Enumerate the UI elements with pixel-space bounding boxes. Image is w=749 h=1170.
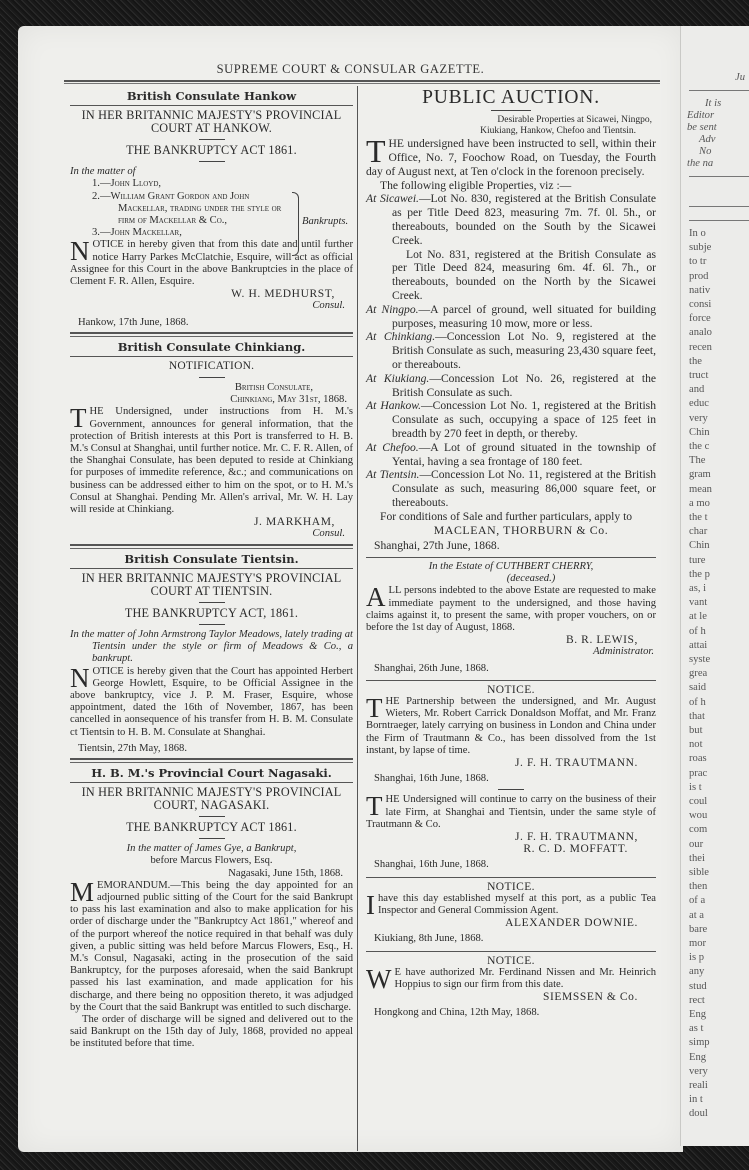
section-divider bbox=[366, 680, 656, 681]
estate-body bbox=[366, 582, 656, 634]
next-page-line: prac bbox=[689, 767, 708, 779]
next-page-line: very bbox=[689, 1065, 708, 1077]
next-page-line: Chin bbox=[689, 540, 710, 552]
drop-cap: N bbox=[70, 662, 90, 693]
next-page-line: that bbox=[689, 710, 705, 722]
chinkiang-notice bbox=[70, 337, 353, 541]
notice-heading: NOTICE. bbox=[487, 880, 535, 893]
hankow-notice bbox=[70, 86, 353, 329]
act-heading: THE BANKRUPTCY ACT, 1861. bbox=[124, 605, 299, 620]
next-page-line: The bbox=[689, 455, 706, 467]
signatory: J. F. H. TRAUTMANN, bbox=[514, 830, 638, 843]
next-page-line: Chin bbox=[689, 426, 710, 438]
section-title: British Consulate Chinkiang. bbox=[70, 337, 353, 357]
drop-cap: A bbox=[366, 582, 386, 613]
signatory: B. R. LEWIS, bbox=[565, 634, 638, 647]
notification-heading: NOTIFICATION. bbox=[168, 360, 255, 373]
next-page-line: the c bbox=[689, 441, 710, 452]
next-page-line: to tr bbox=[689, 256, 707, 268]
notice-text: OTICE is hereby given that the Court has appointed Herbert George Howlett, Esquire, to be Official Assignee in the above bankruptcy, vice J. P. M. Fraser, Esquire, whose appointment, dated the 16th of November, 1867, has been cancelled in aonsequence of his transfer from H. B. M. Consulate ct Tientsin to H. B. M. Consulate at Shanghai. bbox=[70, 665, 353, 738]
signatory: ALEXANDER DOWNIE. bbox=[505, 917, 638, 930]
bankrupt-item: 1.—John Lloyd, bbox=[92, 178, 162, 190]
dateline: Kiukiang, 8th June, 1868. bbox=[374, 933, 484, 945]
next-page-line: com bbox=[689, 824, 708, 836]
nagasaki-notice bbox=[70, 763, 353, 1051]
signatory-role: Consul. bbox=[312, 528, 345, 540]
property-item: At Ningpo.—A parcel of ground, well situated for building purposes, measuring 10 mow, more or less. bbox=[366, 302, 656, 330]
section-divider bbox=[366, 557, 656, 558]
next-page-line: vant bbox=[689, 597, 708, 609]
property-item: At Chinkiang.—Concession Lot No. 9, registered at the British Consulate as such, measuring 23,430 square feet, or thereabouts. bbox=[366, 330, 657, 371]
body-text: LL persons indebted to the above Estate are requested to make immediate payment to the undersigned, and those having claims against it, to present the same, with proper vouchers, on or before the 1st day of August, 1868. bbox=[366, 585, 656, 633]
property-item: At Tientsin.—Concession Lot No. 11, registered at the British Consulate as such, measuring 86,000 square feet, or thereabouts. bbox=[366, 468, 657, 509]
signatory: J. F. H. TRAUTMANN. bbox=[514, 756, 638, 769]
memorandum-text: EMORANDUM.—This being the day appointed for an adjourned public sitting of the Court for the said Bankrupt to pass his last examination and also to make application for his order of discharge under the "Bankruptcy Act 1861," whereof and of the purport whereof the notice required in that behalf was duly given, a public sitting was held before Marcus Flowers, Esq., H. M.'s Consul, Nagasaki, acting in the prosecution of the said Bankruptcy, for the purposes aforesaid, when the said Bankrupt passed his last examination, and made application for his discharge, and there being no opposition thereto, it was adjudged by the Court that the said Bankrupt was entitled to such discharge. bbox=[70, 879, 353, 1013]
bankrupt-list bbox=[70, 178, 353, 239]
next-page-line: educ bbox=[689, 398, 709, 410]
short-rule bbox=[199, 838, 225, 839]
section-divider bbox=[366, 951, 656, 952]
property-item: At Chefoo.—A Lot of ground situated in the township of Yentai, having a sea frontage of 180 feet. bbox=[366, 440, 657, 468]
body-text: have this day established myself at this port, as a public Tea Inspector and General Commission Agent. bbox=[378, 892, 656, 916]
dateline: Shanghai, 16th June, 1868. bbox=[374, 773, 489, 785]
short-rule bbox=[199, 377, 225, 378]
dateline: Shanghai, 26th June, 1868. bbox=[374, 662, 489, 674]
next-page-line: truct bbox=[689, 370, 709, 381]
order-paragraph: The order of discharge will be signed and delivered out to the said Bankrupt on the 15th day of July, 1868, provided no appeal be instituted before that time. bbox=[70, 1013, 353, 1050]
next-page-line: simp bbox=[689, 1037, 710, 1049]
address-line: Chinkiang, May 31st, 1868. bbox=[230, 394, 347, 406]
next-page-line: and bbox=[689, 384, 705, 396]
next-page-line: prod bbox=[689, 270, 709, 282]
notice-body bbox=[366, 963, 656, 994]
property-list bbox=[366, 192, 656, 509]
next-page-line: any bbox=[689, 966, 705, 978]
estate-heading: In the Estate of CUTHBERT CHERRY, bbox=[428, 560, 594, 572]
next-page-line: rect bbox=[689, 994, 705, 1006]
next-page-line: Editor bbox=[687, 110, 715, 121]
gazette-page bbox=[18, 26, 683, 1152]
body-text: HE Partnership between the undersigned, and Mr. August Wieters, Mr. Robert Carrick Donaldson Moffat, and Mr. Franz Borntraeger, lately carrying on business in London and China under the Firm of Trautmann & Co., has been dissolved from the 1st instant, by lapse of time. bbox=[366, 695, 656, 756]
next-page-line: It is bbox=[705, 98, 722, 109]
running-head: SUPREME COURT & CONSULAR GAZETTE. bbox=[216, 62, 485, 76]
matter-dateline: Nagasaki, June 15th, 1868. bbox=[228, 867, 343, 879]
next-page-line: syste bbox=[689, 654, 711, 665]
next-page-line: consi bbox=[689, 299, 712, 310]
dateline: Shanghai, 27th June, 1868. bbox=[374, 538, 500, 552]
next-page-line: subje bbox=[689, 242, 712, 254]
short-rule bbox=[199, 602, 225, 603]
next-page-line: at le bbox=[689, 611, 707, 623]
next-page-line: our bbox=[689, 838, 704, 850]
head-rule bbox=[64, 80, 660, 82]
short-rule bbox=[491, 110, 531, 111]
next-page-line: then bbox=[689, 881, 708, 893]
next-page-line: in t bbox=[689, 1094, 703, 1106]
act-heading: THE BANKRUPTCY ACT 1861. bbox=[126, 143, 297, 158]
continuation-body bbox=[366, 791, 656, 831]
short-rule bbox=[498, 789, 524, 790]
signatory: R. C. D. MOFFATT. bbox=[523, 843, 628, 856]
next-page-line: gram bbox=[689, 469, 711, 481]
following-line: The following eligible Properties, viz :— bbox=[380, 178, 572, 192]
next-page-line: grea bbox=[689, 668, 708, 680]
dateline: Tientsin, 27th May, 1868. bbox=[78, 742, 187, 754]
next-page-rule bbox=[689, 220, 749, 221]
short-rule bbox=[199, 161, 225, 162]
next-page-line: a mo bbox=[689, 497, 710, 509]
court-heading: IN HER BRITANNIC MAJESTY'S PROVINCIAL COURT, NAGASAKI. bbox=[81, 785, 342, 813]
section-divider bbox=[366, 877, 656, 878]
auction-subtitle: Kiukiang, Hankow, Chefoo and Tientsin. bbox=[480, 126, 636, 137]
next-page-line: ture bbox=[689, 554, 706, 566]
next-page-line: said bbox=[689, 682, 707, 694]
auction-title: PUBLIC AUCTION. bbox=[422, 87, 600, 108]
matter-line: before Marcus Flowers, Esq. bbox=[150, 855, 273, 867]
next-page-line: is p bbox=[689, 952, 705, 964]
court-heading: IN HER BRITANNIC MAJESTY'S PROVINCIAL COURT AT HANKOW. bbox=[81, 108, 342, 136]
next-page-line: the t bbox=[689, 512, 708, 523]
next-page-line: force bbox=[689, 313, 711, 325]
next-page-line: coul bbox=[689, 796, 708, 807]
memorandum-paragraph bbox=[70, 876, 353, 1014]
siemssen-notice bbox=[366, 955, 656, 1020]
next-page-line: the na bbox=[687, 158, 714, 169]
dateline: Hongkong and China, 12th May, 1868. bbox=[374, 1007, 540, 1019]
next-page-line: doul bbox=[689, 1108, 708, 1120]
signatory: SIEMSSEN & Co. bbox=[543, 991, 638, 1004]
court-heading: IN HER BRITANNIC MAJESTY'S PROVINCIAL COURT AT TIENTSIN. bbox=[81, 570, 342, 598]
trautmann-partnership-notice bbox=[366, 684, 656, 872]
cherry-estate-notice bbox=[366, 561, 656, 675]
next-page-line: very bbox=[689, 412, 708, 424]
signatory-role: Administrator. bbox=[593, 646, 654, 658]
drop-cap: T bbox=[366, 133, 386, 170]
next-page-rule bbox=[689, 176, 749, 177]
auction-intro bbox=[366, 133, 656, 178]
dateline: Hankow, 17th June, 1868. bbox=[78, 316, 189, 328]
notification-body bbox=[70, 403, 353, 516]
next-page-line: recen bbox=[689, 341, 712, 353]
next-page-line: be sent bbox=[687, 122, 717, 133]
next-page-line: of h bbox=[689, 625, 706, 637]
next-page-line: roas bbox=[689, 753, 707, 765]
short-rule bbox=[199, 816, 225, 817]
public-auction-notice bbox=[366, 86, 656, 552]
brace-bracket bbox=[292, 192, 299, 256]
notice-heading: NOTICE. bbox=[487, 954, 535, 967]
next-page-line: as t bbox=[689, 1023, 704, 1035]
next-page-line: stud bbox=[689, 980, 707, 992]
act-heading: THE BANKRUPTCY ACT 1861. bbox=[126, 820, 297, 835]
auction-subtitle: Desirable Properties at Sicawei, Ningpo, bbox=[497, 115, 652, 126]
drop-cap: N bbox=[70, 236, 90, 267]
body-text: HE Undersigned will continue to carry on the business of their late Firm, at Shanghai and Tientsin, under the same style of Trautmann & Co. bbox=[366, 794, 656, 830]
next-page-head: Ju bbox=[735, 72, 745, 83]
next-page-fragment bbox=[680, 26, 749, 1146]
drop-cap: I bbox=[366, 889, 375, 920]
next-page-line: In o bbox=[689, 228, 706, 239]
next-page-line: Eng bbox=[689, 1051, 707, 1063]
next-page-line: not bbox=[689, 739, 703, 751]
section-title: British Consulate Tientsin. bbox=[70, 549, 353, 569]
drop-cap: T bbox=[366, 791, 383, 822]
drop-cap: T bbox=[366, 692, 383, 723]
section-title: British Consulate Hankow bbox=[70, 86, 353, 106]
right-column bbox=[366, 86, 656, 1020]
next-page-line: reali bbox=[689, 1080, 708, 1091]
next-page-line: nativ bbox=[689, 284, 711, 296]
next-page-line: the p bbox=[689, 568, 710, 580]
bankrupt-item: 2.—William Grant Gordon and John Mackellar, trading under the style or firm of Mackellar & Co., bbox=[92, 190, 282, 227]
bankrupts-label: Bankrupts. bbox=[302, 216, 349, 228]
next-page-line: sible bbox=[689, 867, 710, 878]
next-page-line: Eng bbox=[689, 1009, 707, 1020]
head-rule-thin bbox=[64, 83, 660, 84]
property-item: At Kiukiang.—Concession Lot No. 26, registered at the British Consulate as such. bbox=[366, 371, 657, 399]
property-item: Lot No. 831, registered at the British Consulate as per Title Deed 824, measuring 6m. 4f. 6l. 7h., or thereabouts, bounded on the North by the Sicawei Creek. bbox=[392, 247, 656, 302]
notice-body bbox=[366, 692, 656, 757]
signatory: J. MARKHAM, bbox=[253, 516, 335, 529]
left-column bbox=[70, 86, 353, 1051]
next-page-line: wou bbox=[689, 810, 708, 822]
column-divider bbox=[357, 86, 358, 1151]
tientsin-notice bbox=[70, 549, 353, 755]
property-item: At Hankow.—Concession Lot No. 1, registered at the British Consulate as such, occupying a space of 125 feet in breadth by 270 feet in depth, or thereby. bbox=[366, 399, 656, 440]
intro-text: HE undersigned have been instructed to sell, within their Office, No. 7, Foochow Road, on Tuesday, the Fourth day of August next, at Ten o'clock in the forenoon precisely. bbox=[366, 137, 656, 178]
notice-text: OTICE in hereby given that from this date and until further notice Harry Parkes McClatchie, Esquire, will act as official Assignee for this Court in the above Bankruptcies in the place of Clement F. R. Allen, Esquire. bbox=[70, 239, 353, 288]
next-page-line: of a bbox=[689, 895, 706, 907]
dateline: Shanghai, 16th June, 1868. bbox=[374, 859, 489, 871]
signatory: W. H. MEDHURST, bbox=[231, 288, 335, 301]
matter-of: In the matter of bbox=[70, 166, 136, 178]
conditions-line: For conditions of Sale and further particulars, apply to bbox=[380, 509, 633, 523]
next-page-line: but bbox=[689, 725, 703, 736]
next-page-line: is t bbox=[689, 781, 702, 793]
next-page-line: as, i bbox=[689, 583, 707, 594]
next-page-line: char bbox=[689, 526, 708, 538]
signatory-role: Consul. bbox=[312, 300, 345, 312]
signatory: MACLEAN, THORBURN & Co. bbox=[433, 522, 609, 537]
notice-body bbox=[366, 889, 656, 920]
next-page-line: No bbox=[699, 146, 712, 157]
next-page-line: analo bbox=[689, 327, 712, 339]
drop-cap: W bbox=[366, 963, 392, 994]
next-page-line: attai bbox=[689, 639, 708, 651]
address-line: British Consulate, bbox=[234, 382, 313, 394]
matter-of: In the matter of John Armstrong Taylor Meadows, lately trading at Tientsin under the style or firm of Meadows & Co., a bankrupt. bbox=[70, 628, 353, 665]
property-item: At Sicawei.—Lot No. 830, registered at the British Consulate as per Title Deed 823, measuring 7m. 7f. 0l. 5h., or thereabouts, bounded on the South by the Sicawei Creek. bbox=[366, 192, 656, 247]
notice-paragraph bbox=[70, 662, 353, 739]
next-page-line: the bbox=[689, 355, 702, 367]
deceased-label: (deceased.) bbox=[506, 573, 556, 585]
body-text: HE Undersigned, under instructions from H. M.'s Government, announces for general information, that the protection of British interests at this Port is transferred to H. B. M.'s Consul at Shanghai, until further notice. Mr. C. F. R. Allen, of the Shanghai Consulate, has been deputed to reside at Chinkiang for purposes of immedite reference, &c.; and communications on business can be addressed either to him on the spot, or to H. M.'s Consul at Shanghai. Pending Mr. Allen's arrival, Mr. W. H. Lay will reside at Chinkiang. bbox=[70, 406, 353, 516]
next-page-line: of h bbox=[689, 696, 706, 708]
body-text: E have authorized Mr. Ferdinand Nissen and Mr. Heinrich Hoppius to sign our firm from this date. bbox=[394, 966, 656, 991]
next-page-rule bbox=[689, 206, 749, 207]
section-title: H. B. M.'s Provincial Court Nagasaki. bbox=[70, 763, 353, 783]
notice-paragraph bbox=[70, 236, 353, 288]
next-page-line: Adv bbox=[699, 134, 716, 145]
short-rule bbox=[199, 139, 225, 140]
next-page-line: at a bbox=[689, 909, 704, 921]
next-page-line: mor bbox=[689, 938, 707, 949]
next-page-line: bare bbox=[689, 923, 708, 935]
matter-line: In the matter of James Gye, a Bankrupt, bbox=[126, 843, 297, 855]
bankrupt-item: 3.—John Mackellar, bbox=[92, 227, 182, 239]
downie-notice bbox=[366, 881, 656, 946]
next-page-line: mean bbox=[689, 483, 712, 495]
next-page-line: thei bbox=[689, 852, 705, 864]
next-page-rule bbox=[689, 90, 749, 91]
notice-heading: NOTICE. bbox=[487, 683, 535, 696]
drop-cap: T bbox=[70, 403, 87, 434]
drop-cap: M bbox=[70, 876, 95, 907]
short-rule bbox=[199, 624, 225, 625]
